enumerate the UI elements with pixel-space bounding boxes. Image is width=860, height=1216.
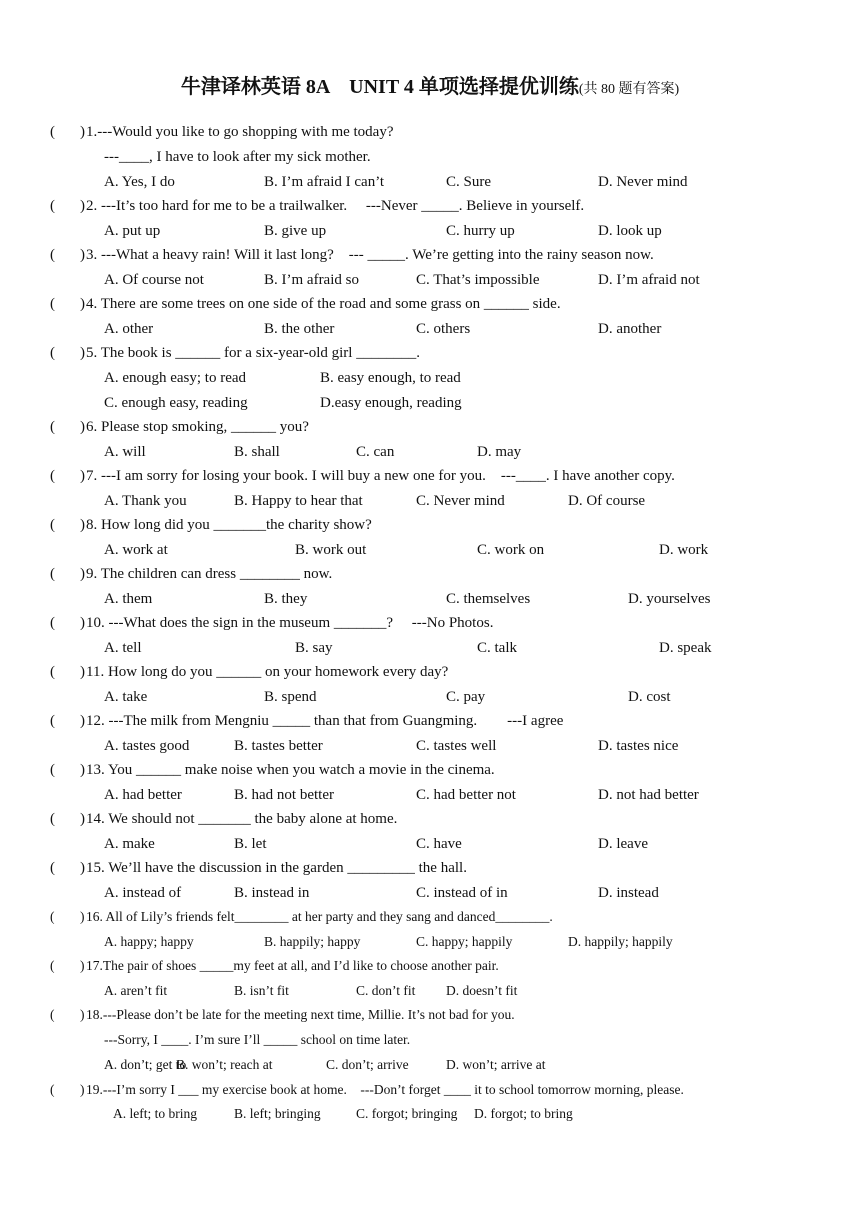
options-row bbox=[0, 489, 860, 513]
answer-option: D. Of course bbox=[568, 493, 646, 509]
question-stem-line bbox=[0, 954, 860, 978]
question-continuation: ---____, I have to look after my sick mother. bbox=[104, 149, 371, 165]
answer-option: A. enough easy; to read bbox=[104, 370, 247, 386]
answer-option: C. forgot; bringing bbox=[356, 1106, 458, 1121]
options-row bbox=[0, 268, 860, 292]
answer-paren-open: ( bbox=[50, 713, 55, 729]
question-stem-line bbox=[0, 905, 860, 929]
options-row bbox=[0, 685, 860, 709]
answer-option: B. happily; happy bbox=[264, 934, 361, 949]
answer-option: D.easy enough, reading bbox=[320, 395, 462, 411]
answer-paren-close: ) bbox=[80, 198, 85, 214]
options-row bbox=[0, 832, 860, 856]
answer-paren-close: ) bbox=[80, 1082, 85, 1097]
question-stem: 12. ---The milk from Mengniu _____ than that from Guangming. ---I agree bbox=[86, 713, 564, 729]
question-stem-line bbox=[0, 1078, 860, 1102]
question-stem-line bbox=[0, 807, 860, 831]
options-row bbox=[0, 317, 860, 341]
answer-paren-close: ) bbox=[80, 419, 85, 435]
answer-paren-open: ( bbox=[50, 124, 55, 140]
question-stem: 13. You ______ make noise when you watch a movie in the cinema. bbox=[86, 762, 495, 778]
answer-option: A. other bbox=[104, 321, 154, 337]
answer-option: B. the other bbox=[264, 321, 335, 337]
options-row bbox=[0, 783, 860, 807]
answer-option: C. themselves bbox=[446, 591, 531, 607]
question-stem-line bbox=[0, 709, 860, 733]
title-main: 牛津译林英语 8A UNIT 4 单项选择提优训练 bbox=[180, 76, 579, 98]
answer-paren-close: ) bbox=[80, 296, 85, 312]
question-stem: 4. There are some trees on one side of the road and some grass on ______ side. bbox=[86, 296, 561, 312]
answer-option: D. yourselves bbox=[628, 591, 711, 607]
answer-option: A. make bbox=[104, 836, 155, 852]
question-continuation-line bbox=[0, 145, 860, 169]
answer-paren-close: ) bbox=[80, 345, 85, 361]
answer-option: A. Yes, I do bbox=[104, 174, 175, 190]
answer-option: D. I’m afraid not bbox=[598, 272, 700, 288]
answer-option: A. aren’t fit bbox=[104, 983, 168, 998]
question-stem-line bbox=[0, 120, 860, 144]
answer-option: A. them bbox=[104, 591, 153, 607]
answer-option: D. Never mind bbox=[598, 174, 688, 190]
question-stem: 7. ---I am sorry for losing your book. I will buy a new one for you. ---____. I have another copy. bbox=[86, 468, 675, 484]
answer-option: B. spend bbox=[264, 689, 317, 705]
question-stem-line bbox=[0, 243, 860, 267]
answer-option: C. don’t; arrive bbox=[326, 1057, 409, 1072]
answer-paren-open: ( bbox=[50, 1007, 55, 1022]
question-stem: 9. The children can dress ________ now. bbox=[86, 566, 333, 582]
answer-option: C. instead of in bbox=[416, 885, 508, 901]
answer-paren-open: ( bbox=[50, 811, 55, 827]
question-stem-line bbox=[0, 856, 860, 880]
answer-option: B. instead in bbox=[234, 885, 310, 901]
answer-option: B. shall bbox=[234, 444, 280, 460]
question-stem: 18.---Please don’t be late for the meeting next time, Millie. It’s not bad for you. bbox=[86, 1007, 515, 1022]
answer-option: B. work out bbox=[295, 542, 367, 558]
options-row bbox=[0, 391, 860, 415]
question-stem: 14. We should not _______ the baby alone at home. bbox=[86, 811, 398, 827]
question-stem-line bbox=[0, 292, 860, 316]
answer-option: D. forgot; to bring bbox=[474, 1106, 573, 1121]
answer-option: A. Thank you bbox=[104, 493, 187, 509]
question-stem: 16. All of Lily’s friends felt________ at her party and they sang and danced________. bbox=[86, 909, 553, 924]
answer-option: D. another bbox=[598, 321, 662, 337]
answer-paren-open: ( bbox=[50, 468, 55, 484]
question-stem-line bbox=[0, 464, 860, 488]
options-row bbox=[0, 170, 860, 194]
title-subtitle: (共 80 题有答案) bbox=[578, 82, 680, 97]
answer-option: C. can bbox=[356, 444, 395, 460]
answer-paren-close: ) bbox=[80, 811, 85, 827]
answer-option: C. had better not bbox=[416, 787, 516, 803]
answer-option: C. work on bbox=[477, 542, 545, 558]
answer-option: B. I’m afraid so bbox=[264, 272, 359, 288]
options-row bbox=[0, 1102, 860, 1126]
answer-option: D. won’t; arrive at bbox=[446, 1057, 546, 1072]
question-stem-line bbox=[0, 660, 860, 684]
answer-paren-close: ) bbox=[80, 762, 85, 778]
answer-option: C. enough easy, reading bbox=[104, 395, 248, 411]
answer-option: C. talk bbox=[477, 640, 517, 656]
question-stem: 15. We’ll have the discussion in the garden _________ the hall. bbox=[86, 860, 467, 876]
answer-paren-open: ( bbox=[50, 860, 55, 876]
options-row bbox=[0, 587, 860, 611]
answer-option: A. had better bbox=[104, 787, 182, 803]
answer-paren-close: ) bbox=[80, 909, 85, 924]
question-stem: 3. ---What a heavy rain! Will it last long? --- _____. We’re getting into the rainy season now. bbox=[86, 247, 654, 263]
answer-paren-open: ( bbox=[50, 1082, 55, 1097]
answer-option: A. happy; happy bbox=[104, 934, 194, 949]
answer-option: A. instead of bbox=[104, 885, 182, 901]
question-stem: 19.---I’m sorry I ___ my exercise book at home. ---Don’t forget ____ it to school tomorrow morning, please. bbox=[86, 1082, 684, 1097]
options-row bbox=[0, 979, 860, 1003]
answer-option: C. That’s impossible bbox=[416, 272, 540, 288]
options-row bbox=[0, 930, 860, 954]
page-title bbox=[0, 70, 860, 99]
answer-paren-open: ( bbox=[50, 615, 55, 631]
answer-option: C. Sure bbox=[446, 174, 491, 190]
answer-paren-close: ) bbox=[80, 124, 85, 140]
answer-option: A. put up bbox=[104, 223, 161, 239]
answer-paren-open: ( bbox=[50, 958, 55, 973]
answer-option: A. left; to bring bbox=[113, 1106, 197, 1121]
answer-option: D. may bbox=[477, 444, 522, 460]
answer-option: C. Never mind bbox=[416, 493, 505, 509]
answer-paren-open: ( bbox=[50, 762, 55, 778]
answer-option: D. not had better bbox=[598, 787, 699, 803]
answer-option: B. isn’t fit bbox=[234, 983, 289, 998]
answer-option: D. doesn’t fit bbox=[446, 983, 518, 998]
answer-option: C. tastes well bbox=[416, 738, 497, 754]
answer-option: A. tastes good bbox=[104, 738, 190, 754]
answer-option: A. tell bbox=[104, 640, 142, 656]
answer-option: C. have bbox=[416, 836, 462, 852]
options-row bbox=[0, 440, 860, 464]
answer-paren-open: ( bbox=[50, 419, 55, 435]
answer-paren-open: ( bbox=[50, 517, 55, 533]
options-row bbox=[0, 219, 860, 243]
answer-option: A. Of course not bbox=[104, 272, 204, 288]
answer-option: A. work at bbox=[104, 542, 168, 558]
answer-paren-open: ( bbox=[50, 664, 55, 680]
answer-option: D. tastes nice bbox=[598, 738, 679, 754]
answer-option: B. say bbox=[295, 640, 333, 656]
answer-option: B. I’m afraid I can’t bbox=[264, 174, 385, 190]
answer-option: D. cost bbox=[628, 689, 671, 705]
question-stem: 11. How long do you ______ on your homework every day? bbox=[86, 664, 449, 680]
answer-paren-close: ) bbox=[80, 713, 85, 729]
answer-paren-open: ( bbox=[50, 909, 55, 924]
answer-paren-close: ) bbox=[80, 664, 85, 680]
answer-option: B. they bbox=[264, 591, 308, 607]
answer-option: A. don’t; get to bbox=[104, 1057, 187, 1072]
options-row bbox=[0, 881, 860, 905]
question-stem-line bbox=[0, 1003, 860, 1027]
answer-option: C. pay bbox=[446, 689, 486, 705]
question-stem: 2. ---It’s too hard for me to be a trailwalker. ---Never _____. Believe in yourself. bbox=[86, 198, 585, 214]
answer-option: C. others bbox=[416, 321, 471, 337]
answer-option: B. easy enough, to read bbox=[320, 370, 461, 386]
question-stem: 10. ---What does the sign in the museum _______? ---No Photos. bbox=[86, 615, 494, 631]
question-stem: 6. Please stop smoking, ______ you? bbox=[86, 419, 309, 435]
answer-paren-close: ) bbox=[80, 517, 85, 533]
answer-option: D. look up bbox=[598, 223, 662, 239]
question-stem: 8. How long did you _______the charity show? bbox=[86, 517, 372, 533]
question-stem-line bbox=[0, 562, 860, 586]
answer-option: B. left; bringing bbox=[234, 1106, 321, 1121]
answer-paren-close: ) bbox=[80, 468, 85, 484]
answer-paren-close: ) bbox=[80, 247, 85, 263]
answer-paren-open: ( bbox=[50, 296, 55, 312]
answer-option: B. had not better bbox=[234, 787, 334, 803]
options-row bbox=[0, 538, 860, 562]
answer-option: B. give up bbox=[264, 223, 327, 239]
question-stem: 1.---Would you like to go shopping with me today? bbox=[86, 124, 394, 140]
answer-option: C. don’t fit bbox=[356, 983, 416, 998]
question-stem-line bbox=[0, 758, 860, 782]
answer-option: B. won’t; reach at bbox=[176, 1057, 273, 1072]
answer-option: D. instead bbox=[598, 885, 659, 901]
question-stem-line bbox=[0, 513, 860, 537]
answer-option: A. will bbox=[104, 444, 146, 460]
question-stem-line bbox=[0, 611, 860, 635]
options-row bbox=[0, 1053, 860, 1077]
answer-option: D. happily; happily bbox=[568, 934, 673, 949]
question-continuation-line bbox=[0, 1028, 860, 1052]
answer-paren-open: ( bbox=[50, 247, 55, 263]
answer-option: B. let bbox=[234, 836, 267, 852]
question-stem-line bbox=[0, 194, 860, 218]
answer-option: D. work bbox=[659, 542, 709, 558]
answer-option: D. speak bbox=[659, 640, 712, 656]
question-stem-line bbox=[0, 415, 860, 439]
answer-paren-close: ) bbox=[80, 615, 85, 631]
options-row bbox=[0, 636, 860, 660]
answer-option: B. Happy to hear that bbox=[234, 493, 363, 509]
answer-paren-close: ) bbox=[80, 958, 85, 973]
question-stem: 5. The book is ______ for a six-year-old girl ________. bbox=[86, 345, 420, 361]
answer-paren-open: ( bbox=[50, 345, 55, 361]
answer-paren-close: ) bbox=[80, 860, 85, 876]
options-row bbox=[0, 366, 860, 390]
answer-paren-open: ( bbox=[50, 198, 55, 214]
options-row bbox=[0, 734, 860, 758]
answer-option: B. tastes better bbox=[234, 738, 323, 754]
question-stem-line bbox=[0, 341, 860, 365]
question-stem: 17.The pair of shoes _____my feet at all, and I’d like to choose another pair. bbox=[86, 958, 499, 973]
question-continuation: ---Sorry, I ____. I’m sure I’ll _____ school on time later. bbox=[104, 1032, 411, 1047]
answer-option: C. hurry up bbox=[446, 223, 515, 239]
answer-option: A. take bbox=[104, 689, 148, 705]
answer-paren-close: ) bbox=[80, 1007, 85, 1022]
answer-option: D. leave bbox=[598, 836, 648, 852]
answer-option: C. happy; happily bbox=[416, 934, 513, 949]
answer-paren-open: ( bbox=[50, 566, 55, 582]
answer-paren-close: ) bbox=[80, 566, 85, 582]
